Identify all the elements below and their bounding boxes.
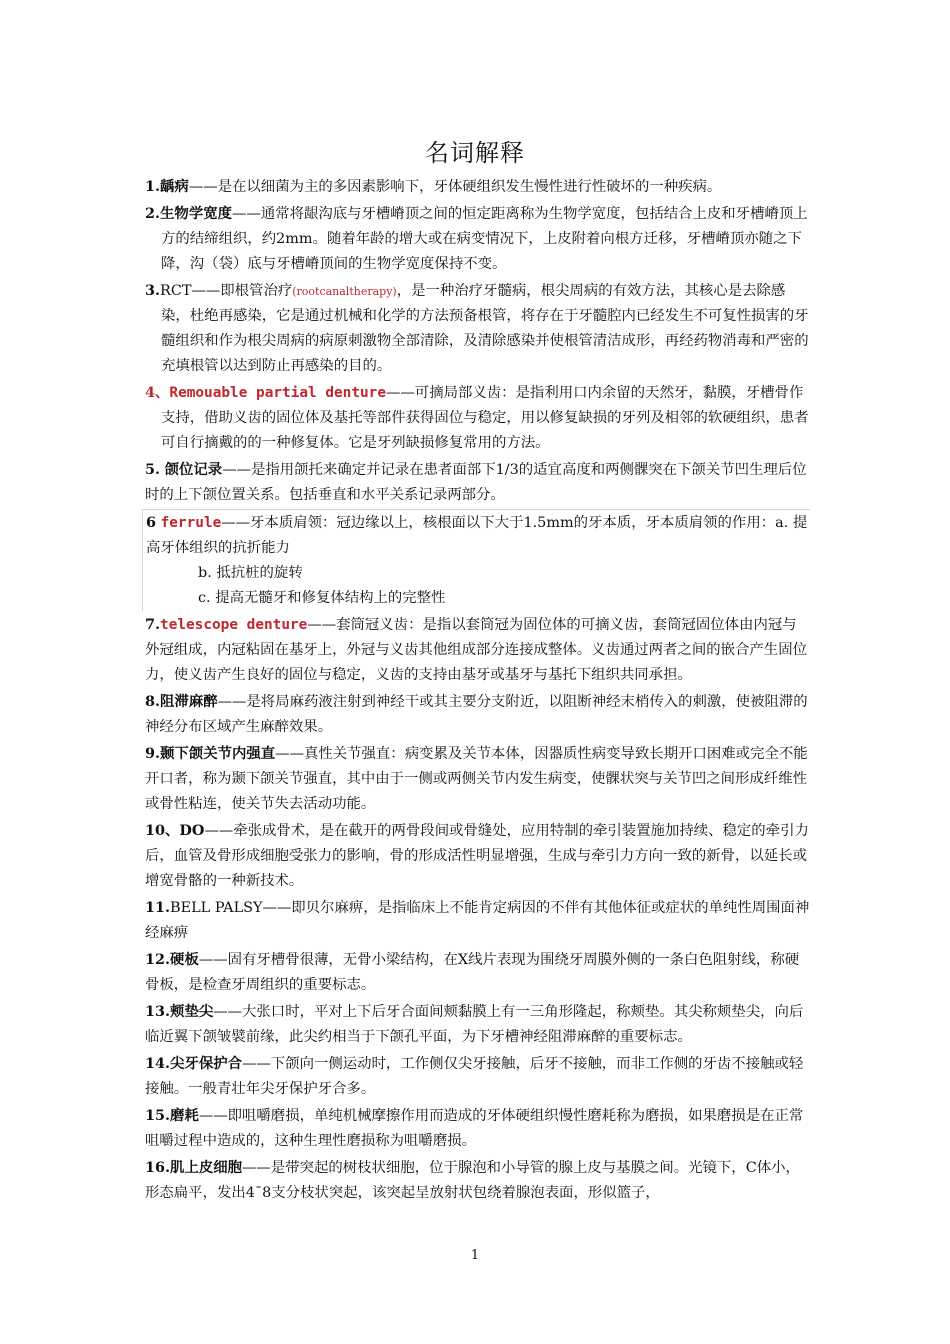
entry-number: 4、 [145, 384, 170, 401]
entry-number: 7. [145, 616, 161, 633]
entry-term: 肌上皮细胞 [170, 1159, 243, 1176]
entry-term: 生物学宽度 [160, 205, 232, 222]
entry-12 [145, 947, 810, 998]
entry-definition: ——牙本质肩领：冠边缘以上，核根面以下大于1.5mm的牙本质，牙本质肩领的作用：a. 提高牙体组织的抗折能力 [146, 515, 808, 556]
entry-number: 1. [145, 178, 161, 195]
entry-5 [145, 457, 810, 508]
page-title: 名词解释 [425, 139, 525, 167]
entry-term: Remouable partial denture [169, 385, 387, 401]
entry-3 [145, 278, 810, 379]
entry-term: 颊垫尖 [170, 1003, 214, 1020]
glossary-content [145, 174, 810, 1207]
entry-term: 阻滞麻醉 [160, 693, 218, 710]
entry-number: 13. [145, 1003, 171, 1020]
entry-definition: ——真性关节强直：病变累及关节本体，因器质性病变导致长期开口困难或完全不能开口者，称为颞下颌关节强直，其中由于一侧或两侧关节内发生病变，使髁状突与关节凹之间形成纤维性或骨性粘连，使关节失去活动功能。 [145, 746, 808, 812]
entry-number: 11. [145, 899, 171, 916]
entry-number: 8. [145, 693, 161, 710]
entry-definition-prefix: ——即根管治疗 [191, 283, 293, 299]
entry-definition: ——即贝尔麻痹，是指临床上不能肯定病因的不伴有其他体征或症状的单纯性周围面神经麻痹 [145, 900, 810, 941]
entry-definition: ——是带突起的树枝状细胞，位于腺泡和小导管的腺上皮与基膜之间。光镜下，C体小，形态扁平，发出4¯8支分枝状突起，该突起呈放射状包绕着腺泡表面，形似篮子， [145, 1160, 800, 1201]
entry-number: 2. [145, 205, 161, 222]
entry-number: 16. [145, 1159, 171, 1176]
entry-8 [145, 689, 810, 740]
entry-term: telescope denture [160, 617, 308, 633]
entry-number: 15. [145, 1107, 171, 1124]
entry-term: ferrule [160, 515, 222, 531]
entry-9 [145, 741, 810, 817]
entry-definition: ——通常将龈沟底与牙槽嵴顶之间的恒定距离称为生物学宽度，包括结合上皮和牙槽嵴顶上方的结缔组织，约2mm。随着年龄的增大或在病变情况下，上皮附着向根方迁移，牙槽嵴顶亦随之下降，沟（袋）底与牙槽嵴顶间的生物学宽度保持不变。 [161, 206, 808, 272]
entry-term: 硬板 [170, 951, 199, 968]
entry-term: BELL PALSY [170, 900, 263, 916]
entry-7 [145, 612, 810, 688]
entry-definition: ——下颌向一侧运动时，工作侧仅尖牙接触，后牙不接触，而非工作侧的牙齿不接触或轻接触。一般青壮年尖牙保护牙合多。 [145, 1056, 804, 1097]
entry-term: 磨耗 [170, 1107, 199, 1124]
entry-definition: ——固有牙槽骨很薄，无骨小梁结构，在X线片表现为围绕牙周膜外侧的一条白色阻射线，称硬骨板，是检查牙周组织的重要标志。 [145, 952, 800, 993]
entry-english-term: (rootcanaltherapy) [292, 285, 397, 298]
entry-term: 颌位记录 [164, 461, 223, 478]
entry-number: 3. [145, 282, 161, 299]
entry-definition: ——套筒冠义齿：是指以套筒冠为固位体的可摘义齿，套筒冠固位体由内冠与外冠组成，内冠粘固在基牙上，外冠与义齿其他组成部分连接成整体。义齿通过两者之间的嵌合产生固位力，使义齿产生良好的固位与稳定，义齿的支持由基牙或基牙与基托下组织共同承担。 [145, 617, 807, 683]
entry-term: DO [179, 822, 205, 839]
entry-13 [145, 999, 810, 1050]
entry-definition: ——大张口时，平对上下后牙合面间颊黏膜上有一三角形隆起，称颊垫。其尖称颊垫尖，向后临近翼下颌皱襞前缘，此尖约相当于下颌孔平面，为下牙槽神经阻滞麻醉的重要标志。 [145, 1004, 804, 1045]
entry-sub-item: b. 抵抗桩的旋转 [198, 565, 303, 581]
entry-sub-item: c. 提高无髓牙和修复体结构上的完整性 [198, 590, 446, 606]
entry-11 [145, 895, 810, 946]
entry-number: 9. [145, 745, 161, 762]
entry-15 [145, 1103, 810, 1154]
entry-term: 颞下颌关节内强直 [160, 745, 276, 762]
entry-definition: ——是指用颌托来确定并记录在患者面部下1/3的适宜高度和两侧髁突在下颌关节凹生理后位时的上下颌位置关系。包括垂直和水平关系记录两部分。 [145, 462, 807, 503]
entry-definition: ——牵张成骨术，是在截开的两骨段间或骨缝处，应用特制的牵引装置施加持续、稳定的牵引力后，血管及骨形成细胞受张力的影响，骨的形成活性明显增强，生成与牵引力方向一致的新骨，以延长或增宽骨骼的一种新技术。 [145, 823, 809, 889]
entry-definition: ——是将局麻药液注射到神经干或其主要分支附近，以阻断神经末梢传入的刺激，使被阻滞的神经分布区域产生麻醉效果。 [145, 694, 808, 735]
entry-term: RCT [160, 283, 192, 299]
entry-number: 12. [145, 951, 171, 968]
entry-16 [145, 1155, 810, 1206]
entry-4 [145, 380, 810, 456]
entry-1 [145, 174, 810, 200]
entry-2 [145, 201, 810, 277]
entry-definition: ，是一种治疗牙髓病，根尖周病的有效方法，其核心是去除感染，杜绝再感染，它是通过机械和化学的方法预备根管，将存在于牙髓腔内已经发生不可复性损害的牙髓组织和作为根尖周病的病原刺激物全部清除，及清除感染并使根管清洁成形，再经药物消毒和严密的充填根管以达到防止再感染的目的。 [161, 283, 809, 374]
entry-10 [145, 818, 810, 894]
entry-definition: ——可摘局部义齿：是指利用口内余留的天然牙，黏膜，牙槽骨作支持，借助义齿的固位体及基托等部件获得固位与稳定，用以修复缺损的牙列及相邻的软硬组织，患者可自行摘戴的的一种修复体。它是牙列缺损修复常用的方法。 [161, 385, 809, 451]
entry-term: 尖牙保护合 [170, 1055, 243, 1072]
entry-number: 5. [145, 461, 161, 478]
entry-definition: ——是在以细菌为主的多因素影响下，牙体硬组织发生慢性进行性破坏的一种疾病。 [188, 179, 722, 195]
entry-14 [145, 1051, 810, 1102]
entry-number: 10、 [145, 822, 180, 839]
entry-6 [142, 509, 810, 611]
entry-definition: ——即咀嚼磨损，单纯机械摩擦作用而造成的牙体硬组织慢性磨耗称为磨损，如果磨损是在正常咀嚼过程中造成的，这种生理性磨损称为咀嚼磨损。 [145, 1108, 804, 1149]
entry-number: 6 [146, 514, 157, 531]
page-number: 1 [470, 1248, 480, 1263]
entry-term: 龋病 [160, 178, 189, 195]
entry-number: 14. [145, 1055, 171, 1072]
